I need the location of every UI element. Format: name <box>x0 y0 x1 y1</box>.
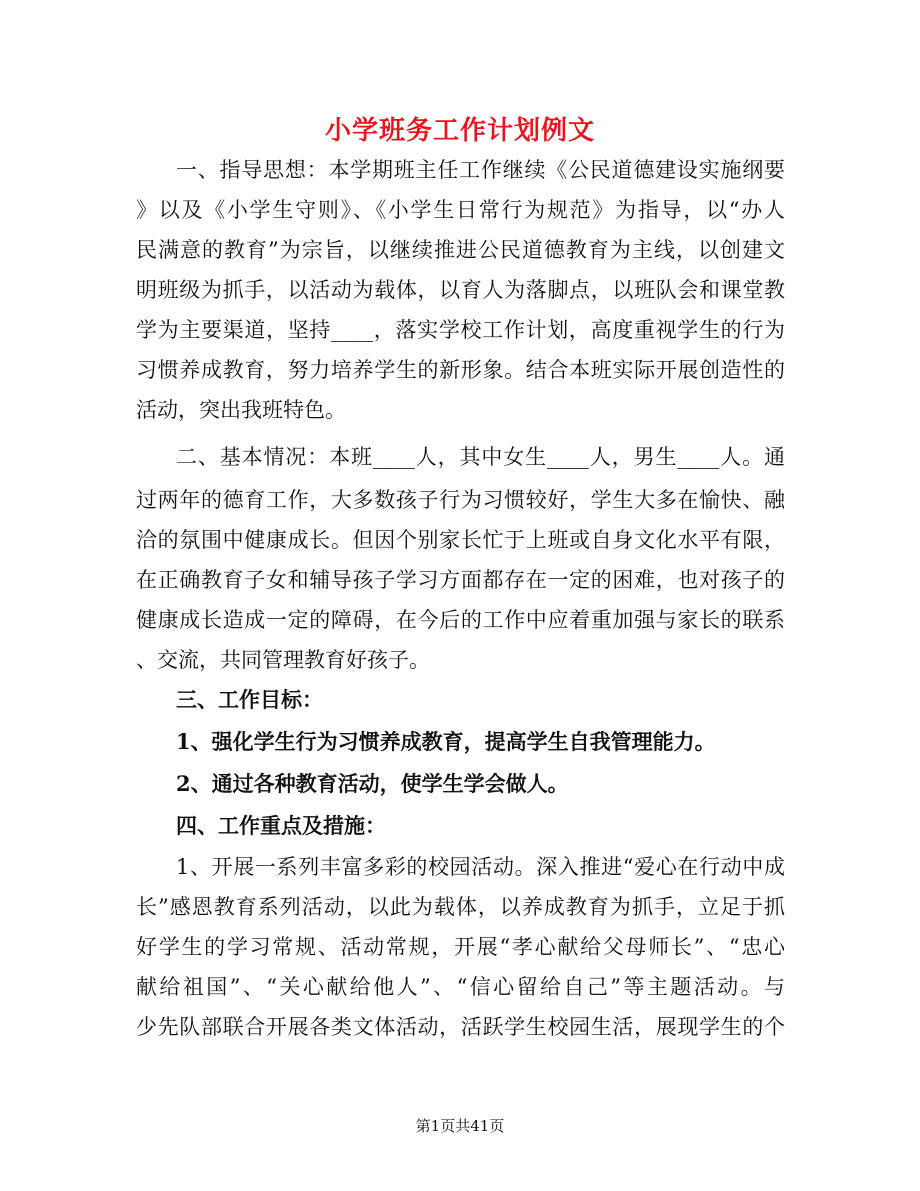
text-line: 习惯养成教育，努力培养学生的新形象。结合本班实际开展创造性的 <box>136 358 785 382</box>
text-line: 长”感恩教育系列活动，以此为载体，以养成教育为抓手，立足于抓 <box>136 895 785 919</box>
text-line: 1、开展一系列丰富多彩的校园活动。深入推进“爱心在行动中成 <box>176 855 785 879</box>
text-line: 活动，突出我班特色。 <box>136 398 346 422</box>
text-line: 少先队部联合开展各类文体活动，活跃学生校园生活，展现学生的个 <box>136 1015 785 1039</box>
text-line: 民满意的教育”为宗旨，以继续推进公民道德教育为主线，以创建文 <box>136 238 785 262</box>
text-line: 一、指导思想：本学期班主任工作继续《公民道德建设实施纲要 <box>176 158 785 182</box>
text-line: 健康成长造成一定的障碍，在今后的工作中应着重加强与家长的联系 <box>136 608 785 632</box>
text-line: 、交流，共同管理教育好孩子。 <box>136 648 430 672</box>
text-line: 过两年的德育工作，大多数孩子行为习惯较好，学生大多在愉快、融 <box>136 488 785 512</box>
text-line: 在正确教育子女和辅导孩子学习方面都存在一定的困难，也对孩子的 <box>136 568 785 592</box>
heading-key-measures: 四、工作重点及措施： <box>176 813 386 838</box>
document-title: 小学班务工作计划例文 <box>324 116 595 146</box>
page-number: 第1页共41页 <box>415 1117 505 1135</box>
text-line: 好学生的学习常规、活动常规，开展“孝心献给父母师长”、“忠心 <box>136 935 785 959</box>
text-line: 洽的氛围中健康成长。但因个别家长忙于上班或自身文化水平有限， <box>136 528 785 552</box>
goal-item-1: 1、强化学生行为习惯养成教育，提高学生自我管理能力。 <box>176 729 716 754</box>
text-line: 献给祖国”、“关心献给他人”、“信心留给自己”等主题活动。与 <box>136 975 785 999</box>
text-line: 明班级为抓手，以活动为载体，以育人为落脚点，以班队会和课堂教 <box>136 278 785 302</box>
goal-item-2: 2、通过各种教育活动，使学生学会做人。 <box>176 771 569 796</box>
text-line: 二、基本情况：本班____人，其中女生____人，男生____人。通 <box>176 445 785 469</box>
heading-work-goals: 三、工作目标： <box>176 687 323 712</box>
text-line: 》以及《小学生守则》、《小学生日常行为规范》为指导，以“办人 <box>136 198 785 222</box>
text-line: 学为主要渠道，坚持____，落实学校工作计划，高度重视学生的行为 <box>136 318 785 342</box>
